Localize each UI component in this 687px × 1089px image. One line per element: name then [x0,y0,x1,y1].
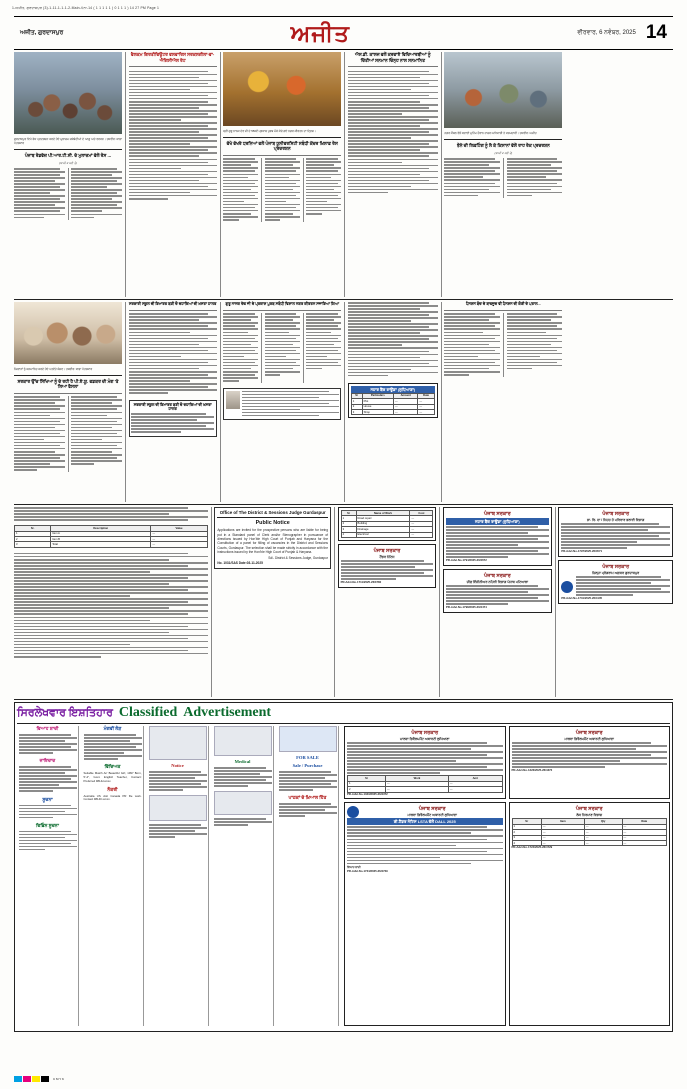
mid-column-1 [14,302,122,502]
district-judge-notice[interactable] [214,507,331,569]
punjab-govt-ad-tender[interactable] [338,544,437,588]
ad-subheading: ਮਾਲਵਾ ਡਿਵੈਲਪਮੈਂਟ ਅਥਾਰਟੀ ਲੁਧਿਆਣਾ [407,813,457,818]
punjab-govt-ad-health[interactable] [558,507,673,557]
ad-band: ਨਹਾਰ ਬੈਂਕ ਰਾਊਂਡਾ (ਲੁਧਿਆਣਾ) [446,518,549,525]
classified-entry-text: Suitable Match Arr Beautiful Girl, 1997 Born, 5'-4", Govt. English Teacher, Contact: Preferred 9814xxxxxx. [83,771,142,783]
auction-table: Sr Particulars Amount Date 1 Plot — — 2 House — — 3 Shop — — [351,393,435,416]
ad-prno-2: PR-Advt.No-1724/2025-26/4729 [347,868,388,873]
classified-category[interactable]: Notice [171,763,184,768]
bank-ad-column [443,507,552,697]
classified-category[interactable]: Sale / Purchase [292,763,323,768]
ad-heading: ਪੰਜਾਬ ਸਰਕਾਰ [373,548,401,555]
classified-right-ads [342,726,670,1026]
ad-subheading: ਚੀਫ਼ ਇੰਜੀਨੀਅਰ ਨਹਿਰੀ ਵਿਭਾਗ ਪੰਜਾਬ ਪਟਿਆਲਾ [466,580,529,585]
notice-sign: Sd/- District & Sessions Judge, Gurdaspur [268,556,328,561]
punjab-govt-ad-list[interactable] [509,802,671,1026]
classified-category[interactable]: ਵਿਆਹ ਸ਼ਾਦੀ [36,726,59,731]
tender-ad-a[interactable] [338,507,437,541]
ad-prno: PR-Advt.No-1724/2025-26/4729 [511,845,553,850]
street-scene-photo [444,52,562,128]
page-number: 14 [645,22,667,43]
story-jump-note: (ਬਾਕੀ 2 ਸਫ਼ੇ ਤੇ) [59,161,77,166]
obituary-box [223,388,341,420]
ad-subheading: ਮਾਲਵਾ ਡਿਵੈਲਪਮੈਂਟ ਅਥਾਰਟੀ ਲੁਧਿਆਣਾ [564,737,614,741]
punjab-govt-ad-dpo[interactable] [558,560,673,604]
column-5 [348,52,438,297]
boxed-note [129,400,217,437]
ad-prno: PR-Advt.No-1794/2025-26/4672 [446,558,487,563]
tender-column [338,507,437,697]
column-1 [14,52,122,297]
page-content [14,52,673,1059]
headline-school-building: ਸਰਕਾਰੀ ਸਕੂਲ ਦੀ ਇਮਾਰਤ ਬਣੀ ਦੋ ਦਹਾਕਿਆਂ ਦੀ ਖ਼ਸਤਾ ਹਾਲਤ [128,302,217,306]
nabard-bank-ad[interactable] [443,507,552,566]
ad-prno: PR-Advt.No-1798/2025-26/4474 [446,605,487,610]
cmyk-label: C M Y K [53,1076,65,1081]
chair-illustration-icon [149,795,207,821]
ad-heading: ਪੰਜਾਬ ਸਰਕਾਰ [602,511,630,517]
classified-title: Classified [118,705,178,720]
notice-column-left [14,507,208,697]
footer-colorbar [14,1074,673,1083]
classified-category[interactable]: ਸੂਚਨਾ [42,796,53,802]
notice-subtitle: Public Notice [255,519,290,526]
classified-category[interactable]: ਜਾਇਦਾਦ [39,758,56,764]
notice-prno: No. 1031/SAS Date:03-11-2025 [217,561,263,566]
ad-prno: PR-Advt.No-1711/2025-26/3780 [340,580,382,585]
classified-column-3 [147,726,209,1026]
doctor-illustration-icon [214,726,272,756]
statistics-table: Sr. Description Value 1 Item A — 2 Item B — 3 Total — [14,525,208,548]
ad-list-table: Sr Item Qty Rate 1 — — — 2 — — — 3 — — — 4 — — — [512,818,668,846]
headline-nagar-kirtan: ਗੁਰੂ ਨਾਨਕ ਦੇਵ ਜੀ ਦੇ ਪ੍ਰਕਾਸ਼ ਪੁਰਬ ਸਬੰਧੀ ਵਿਸ਼ਾਲ ਨਗਰ ਕੀਰਤਨ ਸਜਾਇਆ ਗਿਆ [225,302,339,306]
ad-prno: PR-Advt.No-1731/2025-26/4105 [561,596,603,601]
laptop-illustration-icon [214,791,272,815]
punjab-govt-ad-pwd[interactable] [344,726,506,799]
classified-category[interactable]: ਮੰਗਵੀਂ ਲੋੜ [103,726,122,731]
headline-higher-education: ਸਰਕਾਰ ਉੱਚ ਸਿੱਖਿਆ ਨੂੰ ਦੇ ਰਹੀ ਹੈ ਪੀ.ਏ.ਯੂ. ਵਡਕਰ ਦੀ ਮੰਗ 'ਤੇ ਲਿਆ ਫੈਸਲਾ [17,378,119,390]
classified-category[interactable]: ਵਿਭਿੰਨ ਸੂਚਨਾ [35,822,59,828]
ad-table: Sr Work Amt 1 — — 2 — — [347,775,503,792]
bank-ad-band: ਨਹਾਰ ਬੈਂਕ ਰਾਊਂਡਾ (ਲੁਧਿਆਣਾ) [351,386,435,393]
classified-column-4 [212,726,274,1026]
classified-category[interactable]: ਵਿੱਦਿਅਕ [104,764,121,770]
column-6 [444,52,562,297]
ad-subheading: ਜ਼ਿਲ੍ਹਾ ਪ੍ਰੋਗਰਾਮ ਅਫ਼ਸਰ ਗੁਰਦਾਸਪੁਰ [592,571,640,576]
mid-column-3 [223,302,341,502]
publication-date: ਵੀਰਵਾਰ, 6 ਨਵੰਬਰ, 2025 [577,29,636,36]
ad-heading: ਪੰਜਾਬ ਸਰਕਾਰ [483,573,511,580]
punjab-govt-ad-mda[interactable] [509,726,671,799]
ad-subheading: ਭਾ. ਵਿ. ਦਾ / ਸਿਹਤ ਤੇ ਪਰਿਵਾਰ ਭਲਾਈ ਵਿਭਾਗ [587,518,645,522]
group-award-photo [14,302,122,364]
public-notice-column [214,507,331,697]
classified-column-2 [82,726,144,1026]
classified-advertisement-word: Advertisement [183,705,272,720]
mid-column-2 [129,302,217,502]
ad-prno: PR-Advt.No-1323/2025-26/4372 [511,768,553,773]
ad-heading: ਪੰਜਾਬ ਸਰਕਾਰ [483,511,511,517]
column-3 [223,52,341,297]
cmyk-registration-marks [14,1076,49,1082]
ad-heading: ਪੰਜਾਬ ਸਰਕਾਰ [411,730,439,736]
print-strip-text: 1-ਅਜੀਤ, ਗੁਰਦਾਸਪੁਰ (3)-1-11-1-1-1-2-Main-ਪੰਨਾ-14 ( 1 1 1 1 1 ) 0 1 1 1 ) 14 27 PM Page 1 [12,6,160,10]
ad-heading: ਪੰਜਾਬ ਸਰਕਾਰ [575,806,603,813]
boxed-note-title: ਸਰਕਾਰੀ ਸਕੂਲ ਦੀ ਇਮਾਰਤ ਬਣੀ ਦੋ ਦਹਾਕਿਆਂ ਦੀ ਖ਼ਸਤਾ ਹਾਲਤ [133,402,212,412]
column-2 [129,52,217,297]
ad-prno: ਵਿਆਹ ਸ਼ਾਦੀ [347,864,361,869]
story-jump-note: (ਬਾਕੀ 2 ਸਫ਼ੇ ਤੇ) [494,151,513,156]
headline-roadways: ਪੰਜਾਬ ਰੋਡਵੇਜ਼ ਪੀ.ਆਰ.ਟੀ.ਸੀ. ਦੇ ਮੁਲਾਜ਼ਮਾਂ ਵੱਲੋਂ ਰੋਸ ... [24,152,112,158]
megaphone-illustration-icon [149,726,207,760]
classified-entry-text: Australia US visit Canada PR file work. Contact 98140-xxxxx. [83,793,142,802]
government-emblem-icon [561,581,573,593]
classified-section [14,702,673,1032]
headline-col2: ਵੈਲਕਮ ਗਿਰਤੀਵਿਊਟਰ ਵਲਵਾਰਿਸ ਸਰਕਲਗੀਲਾ-ਵਾ-ਐਂਗਿਸੀਐਲ ਰੇਟ [130,52,215,63]
nagar-kirtan-photo [223,52,341,126]
tender-table-a: Sr Name of Work Cost 1 Road repair — 2 Building — 3 Drainage — 4 Electrical — [341,510,434,538]
classified-category[interactable]: ਨੌਕਰੀ [107,786,118,792]
classified-column-5 [277,726,339,1026]
ad-subheading: ਟੈਂਡਰ ਨੋਟਿਸ [379,555,395,560]
bank-auction-ad[interactable] [348,383,438,419]
photo-caption: ਨਗਰ ਕੌਂਸਲ ਵੱਲੋਂ ਸਫ਼ਾਈ ਮੁਹਿੰਮ ਦੌਰਾਨ ਹਾਜ਼ਰ ਅਧਿਕਾਰੀ ਤੇ ਕਰਮਚਾਰੀ। ਤਸਵੀਰ: ਅਜੀਤ [444,131,537,135]
classified-column-1 [17,726,79,1026]
classified-category[interactable]: FOR SALE [296,755,319,760]
classified-category[interactable]: Medical [234,759,251,764]
print-registration-strip [12,4,675,12]
notice-title: Office of The District & Sessions Judge Gurdaspur [219,510,326,515]
newspaper-logo: ਅਜੀਤ [290,20,351,46]
ad-heading: ਪੰਜਾਬ ਸਰਕਾਰ [418,806,446,813]
ad-heading: ਪੰਜਾਬ ਸਰਕਾਰ [602,564,630,571]
portrait-photo [226,391,240,409]
etender-banner: ਈ-ਟੈਂਡਰ ਨੋਟਿਸ LSTA ਵੱਲੋਂ DALL 2025 [347,818,503,825]
headline-university: ਵੱਖੋ ਵੱਖਰੇ ਧਰਨਿਆਂ ਵਲੋਂ ਪੰਜਾਬ ਯੂਨੀਵਰਸਿਟੀ ਸਬੰਧੀ ਕੇਂਦਰ ਖ਼ਿਲਾਫ਼ ਰੋਸ ਪ੍ਰਦਰਸ਼ਨ [226,140,338,152]
photo-caption: ਨੌਜਵਾਨਾਂ ਨੂੰ ਸਨਮਾਨਿਤ ਕਰਦੇ ਹੋਏ ਪਤਵੰਤੇ ਸੱਜਣ। ਤਸਵੀਰ: ਸਾਡਾ ਪੱਤਰਕਾਰ [14,367,93,371]
notice-body: Applications are invited for the prospective persons who are liable for being put in a Standard panel of Clerk and/or Stenographer in pursuance of directions issued by Hon'ble High Court of Punjab and Haryana for the Constitution of a panel for filling of vacancies in the District and Sessions Courts, Gurdaspur. The selection shall be made strictly in accordance with the instructions issued by the Hon'ble High Court of Punjab & Haryana. [217,528,328,554]
ad-subheading: ਲੋਕ ਨਿਰਮਾਣ ਵਿਭਾਗ [576,813,603,818]
masthead [14,16,673,50]
photo-caption: ਸ੍ਰੀ ਗੁਰੂ ਨਾਨਕ ਦੇਵ ਜੀ ਦੇ 556ਵੇਂ ਪ੍ਰਕਾਸ਼ ਪੁਰਬ ਮੌਕੇ ਕੱਢੇ ਗਏ ਨਗਰ ਕੀਰਤਨ ਦਾ ਦ੍ਰਿਸ਼। [223,129,316,133]
headline-lifting: ਝੋਨੇ ਦੀ ਲਿਫ਼ਟਿੰਗ ਨੂੰ ਲੈ ਕੇ ਕਿਸਾਨਾਂ ਵੱਲੋਂ ਰਾਹ ਰੋਕ ਪ੍ਰਦਰਸ਼ਨ [456,142,550,148]
government-emblem-icon [347,806,359,818]
headline-pension: ਪੈਨਸ਼ਨ ਬੰਦ ਦੇ ਬਾਵਜੂਦ ਵੀ ਪੈਨਸ਼ਨ ਦੀ ਕੋਈ ਦੇ ਪਤਾਲ... [466,302,541,306]
photo-caption: ਗੁਰਦਾਸਪੁਰ ਵਿਖੇ ਰੋਸ ਪ੍ਰਦਰਸ਼ਨ ਕਰਦੇ ਹੋਏ ਮੁਲਾਜ਼ਮ ਜਥੇਬੰਦੀਆਂ ਦੇ ਆਗੂ ਅਤੇ ਵਰਕਰ। ਤਸਵੀਰ: ਸਾਡਾ ਪੱਤਰਕਾਰ [14,137,122,145]
mid-column-5 [348,302,438,502]
mid-column-6 [444,302,562,502]
crowd-protest-photo [14,52,122,134]
classified-punjabi-title: ਸਿਰਲੇਖਵਾਰ ਇਸ਼ਤਿਹਾਰ [17,706,113,719]
edition-label: ਅਜੀਤ, ਗੁਰਦਾਸਪੁਰ [20,29,64,36]
ad-prno: PR-Advt.No-1323/2025-26/4372 [347,791,388,796]
ad-prno: PR-Advt.No-1797/2025-26/4571 [561,549,603,554]
ad-subheading: ਮਾਲਵਾ ਡਿਵੈਲਪਮੈਂਟ ਅਥਾਰਟੀ ਲੁਧਿਆਣਾ [400,737,450,741]
punjab-govt-ad-canal[interactable] [443,569,552,613]
classified-category[interactable]: ਪਾਠਕਾਂ ਦੇ ਖ਼ਿਆਲ ਹਿੱਤ [288,795,327,801]
punjab-govt-ad-etender[interactable] [344,802,506,1026]
for-sale-sign-icon [279,726,337,752]
ad-heading: ਪੰਜਾਬ ਸਰਕਾਰ [575,730,603,736]
right-ad-column [558,507,673,697]
headline-sd-college: ਐਸ.ਡੀ. ਕਾਲਜ ਵਲੋਂ ਕਰਵਾਏ ਵਿਦਿਆਰਥੀਆਂ ਨੂੰ ਦਿੱਤੀਆਂ ਸਨਮਾਨ ਚਿੰਨ੍ਹ ਨਾਲ ਸਨਮਾਨਿਤ [354,52,431,63]
